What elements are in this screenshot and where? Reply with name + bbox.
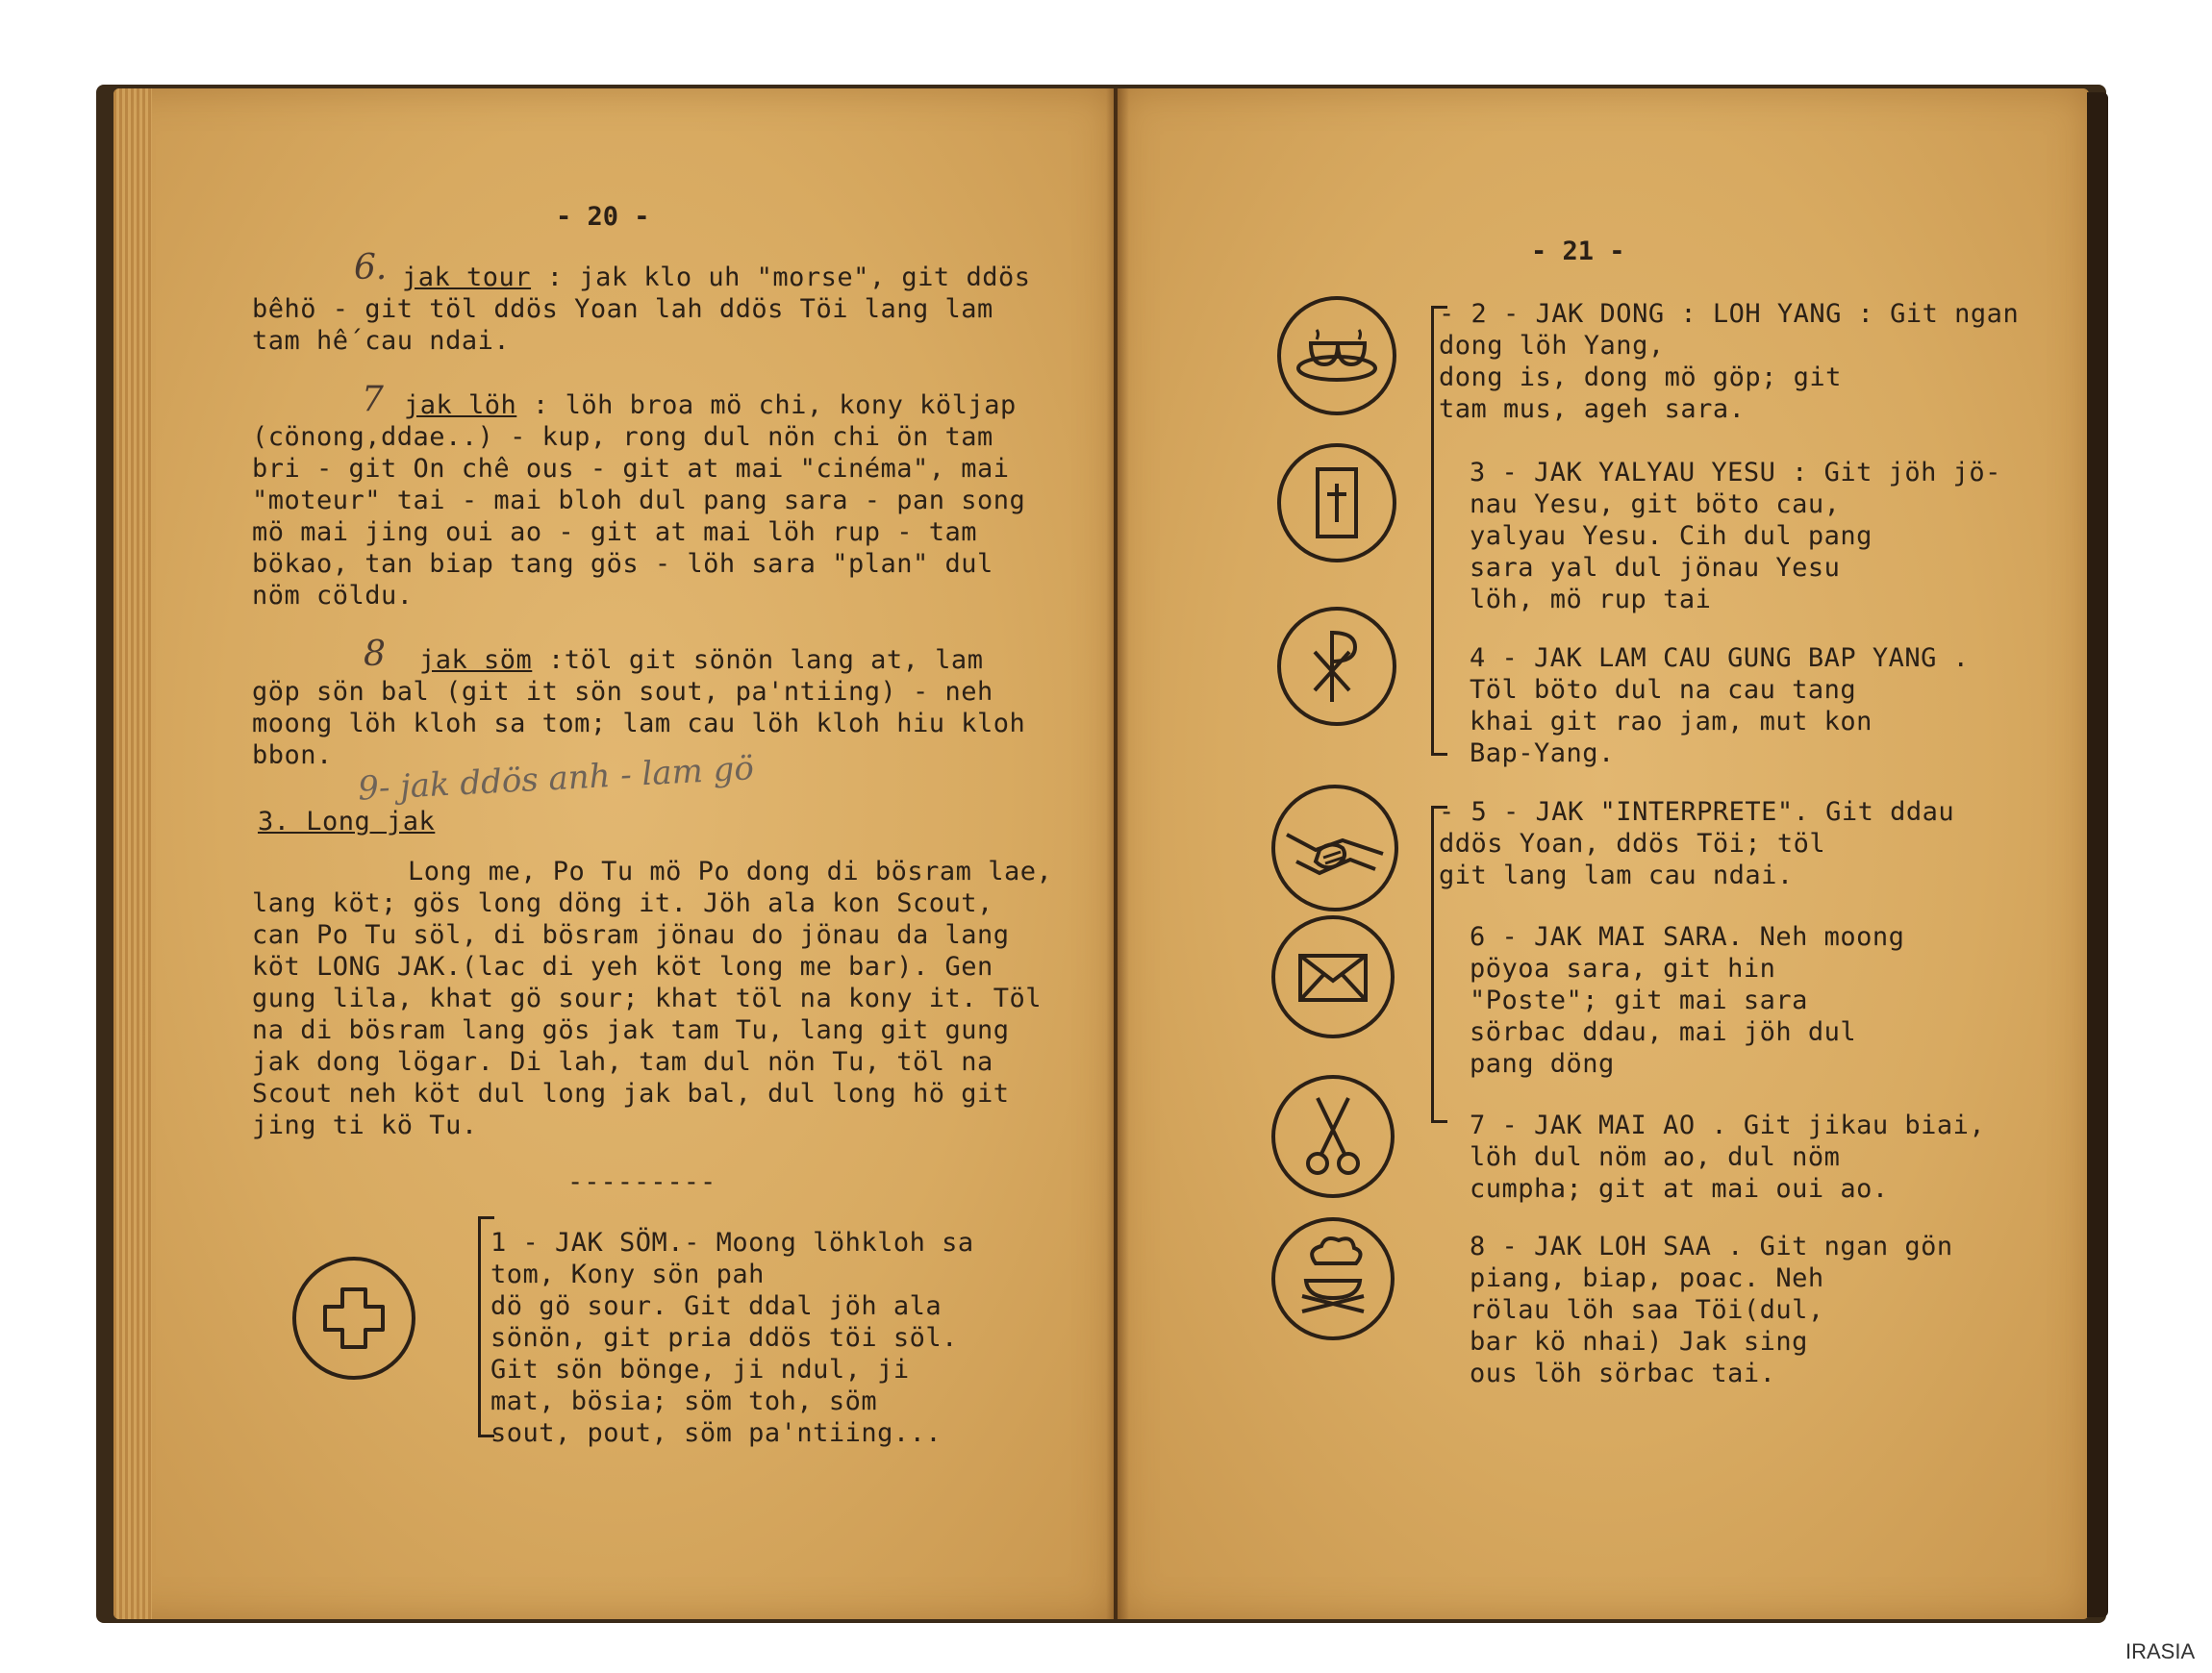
entry-2-line: dong löh Yang,: [1439, 331, 1665, 361]
book-gutter: [1106, 88, 1129, 1619]
section-line: gung lila, khat gö sour; khat töl na kony it. Töl: [252, 984, 1043, 1013]
item-6-line: tam hế cau ndai.: [252, 326, 511, 356]
entry-2-line: - 2 - JAK DONG : LOH YANG : Git ngan: [1439, 299, 2020, 329]
entry-4-line: Bap-Yang.: [1470, 738, 1615, 768]
entry-3-line: löh, mö rup tai: [1470, 585, 1712, 614]
item-7-first-line: [404, 389, 1017, 421]
item-8-rest: :töl git sönön lang at, lam: [532, 645, 984, 675]
entry-7-line: cumpha; git at mai oui ao.: [1470, 1174, 1889, 1204]
entry-8-line: piang, biap, poac. Neh: [1470, 1263, 1824, 1293]
entry-4-line: 4 - JAK LAM CAU GUNG BAP YANG .: [1470, 643, 1970, 673]
section-line: jing ti kö Tu.: [252, 1111, 478, 1140]
entry-2-line: dong is, dong mö göp; git: [1439, 362, 1842, 392]
entry-2-line: tam mus, ageh sara.: [1439, 394, 1746, 424]
box-1-line: Git sön bönge, ji ndul, ji: [490, 1355, 910, 1385]
item-7-line: nöm cöldu.: [252, 581, 414, 611]
item-7-number: 7: [362, 380, 384, 419]
item-8-number: 8: [364, 635, 386, 674]
item-8-head: jak söm: [419, 645, 533, 675]
item-7-line: bökao, tan biap tang gös - löh sara "plan" dul: [252, 549, 993, 579]
section-line: lang köt; gös long döng it. Jöh ala kon Scout,: [252, 888, 993, 918]
entry-3-line: 3 - JAK YALYAU YESU : Git jöh jö-: [1470, 458, 2001, 487]
entry-8-line: rölau löh saa Töi(dul,: [1470, 1295, 1824, 1325]
section-line: na di bösram lang gös jak tam Tu, lang git gung: [252, 1015, 1010, 1045]
box-1-line: mat, bösia; söm toh, söm: [490, 1386, 878, 1416]
box-1-line: sönön, git pria ddös töi söl.: [490, 1323, 958, 1353]
item-7-head: jak löh: [404, 390, 517, 420]
item-7-line: mö mai jing oui ao - git at mai löh rup - tam: [252, 517, 977, 547]
item-6-rest: : jak klo uh "morse", git ddös: [531, 262, 1031, 292]
box-1-line: 1 - JAK SÖM.- Moong löhkloh sa: [490, 1228, 974, 1258]
handwritten-note-9: 9- jak ddös anh - lam gö: [357, 749, 755, 809]
entry-6-line: pang döng: [1470, 1049, 1615, 1079]
section-line: köt LONG JAK.(lac di yeh köt long me bar). Gen: [252, 952, 993, 982]
entry-3-line: nau Yesu, git böto cau,: [1470, 489, 1841, 519]
item-7-rest: : löh broa mö chi, kony köljap: [516, 390, 1017, 420]
entry-6-line: pöyoa sara, git hin: [1470, 954, 1776, 984]
item-7-line: (cönong,ddae..) - kup, rong dul nön chi ön tam: [252, 422, 993, 452]
item-7-line: "moteur" tai - mai bloh dul pang sara - pan song: [252, 486, 1026, 515]
chi-rho-icon: [1274, 604, 1399, 729]
section-line: Long me, Po Tu mö Po dong di bösram lae,: [408, 857, 1053, 886]
entry-3-line: yalyau Yesu. Cih dul pang: [1470, 521, 1873, 551]
box-1-bracket: [478, 1216, 481, 1437]
section-line: can Po Tu söl, di bösram jönau do jönau da lang: [252, 920, 1010, 950]
first-aid-cross-icon: [289, 1253, 419, 1384]
box-1-line: sout, pout, söm pa'ntiing...: [490, 1418, 943, 1448]
credit-label: IRASIA: [2125, 1639, 2196, 1663]
scissors-icon: [1268, 1071, 1398, 1202]
section-line: jak dong lögar. Di lah, tam dul nön Tu, töl na: [252, 1047, 993, 1077]
entry-6-line: sörbac ddau, mai jöh dul: [1470, 1017, 1857, 1047]
right-bracket-2: [1431, 806, 1434, 1123]
entry-5-line: - 5 - JAK "INTERPRETE". Git ddau: [1439, 797, 1955, 827]
entry-7-line: löh dul nöm ao, dul nöm: [1470, 1142, 1841, 1172]
section-title-long-jak: 3. Long jak: [258, 807, 436, 836]
box-1-line: dö gö sour. Git ddal jöh ala: [490, 1291, 943, 1321]
entry-3-line: sara yal dul jönau Yesu: [1470, 553, 1841, 583]
item-6-number: 6.: [354, 248, 388, 287]
entry-8-line: 8 - JAK LOH SAA . Git ngan gön: [1470, 1232, 1953, 1261]
right-page-number: - 21 -: [1531, 237, 1625, 266]
item-7-line: bri - git On chê ous - git at mai "cinéma", mai: [252, 454, 1010, 484]
entry-6-line: 6 - JAK MAI SARA. Neh moong: [1470, 922, 1905, 952]
box-1-line: tom, Kony sön pah: [490, 1260, 765, 1289]
left-page-number: - 20 -: [556, 202, 650, 232]
entry-5-line: ddös Yoan, ddös Töi; töl: [1439, 829, 1826, 859]
cooking-fire-icon: [1268, 1213, 1398, 1344]
cups-bowl-icon: [1274, 293, 1399, 418]
item-6-line: bêhö - git töl ddös Yoan lah ddös Töi lang lam: [252, 294, 993, 324]
entry-4-line: khai git rao jam, mut kon: [1470, 707, 1873, 737]
entry-4-line: Töl böto dul na cau tang: [1470, 675, 1857, 705]
item-8-line: moong löh kloh sa tom; lam cau löh kloh hiu kloh: [252, 709, 1026, 738]
envelope-icon: [1268, 911, 1398, 1042]
entry-8-line: ous löh sörbac tai.: [1470, 1359, 1776, 1388]
entry-5-line: git lang lam cau ndai.: [1439, 861, 1794, 890]
back-cover-edge: [2087, 92, 2108, 1617]
item-8-line: bbon.: [252, 740, 333, 770]
separator-line: ---------: [567, 1167, 717, 1197]
item-8-first-line: [419, 644, 983, 676]
left-page-edge: [113, 88, 152, 1619]
entry-6-line: "Poste"; git mai sara: [1470, 986, 1808, 1015]
item-6-head: jak tour: [402, 262, 532, 292]
section-line: Scout neh köt dul long jak bal, dul long hö git: [252, 1079, 1010, 1109]
handshake-icon: [1268, 781, 1402, 915]
right-bracket-1: [1431, 306, 1434, 756]
item-6-first-line: [402, 262, 1030, 293]
item-8-line: göp sön bal (git it sön sout, pa'ntiing) - neh: [252, 677, 993, 707]
entry-7-line: 7 - JAK MAI AO . Git jikau biai,: [1470, 1111, 1986, 1140]
bible-book-icon: [1274, 440, 1399, 565]
entry-8-line: bar kö nhai) Jak sing: [1470, 1327, 1808, 1357]
